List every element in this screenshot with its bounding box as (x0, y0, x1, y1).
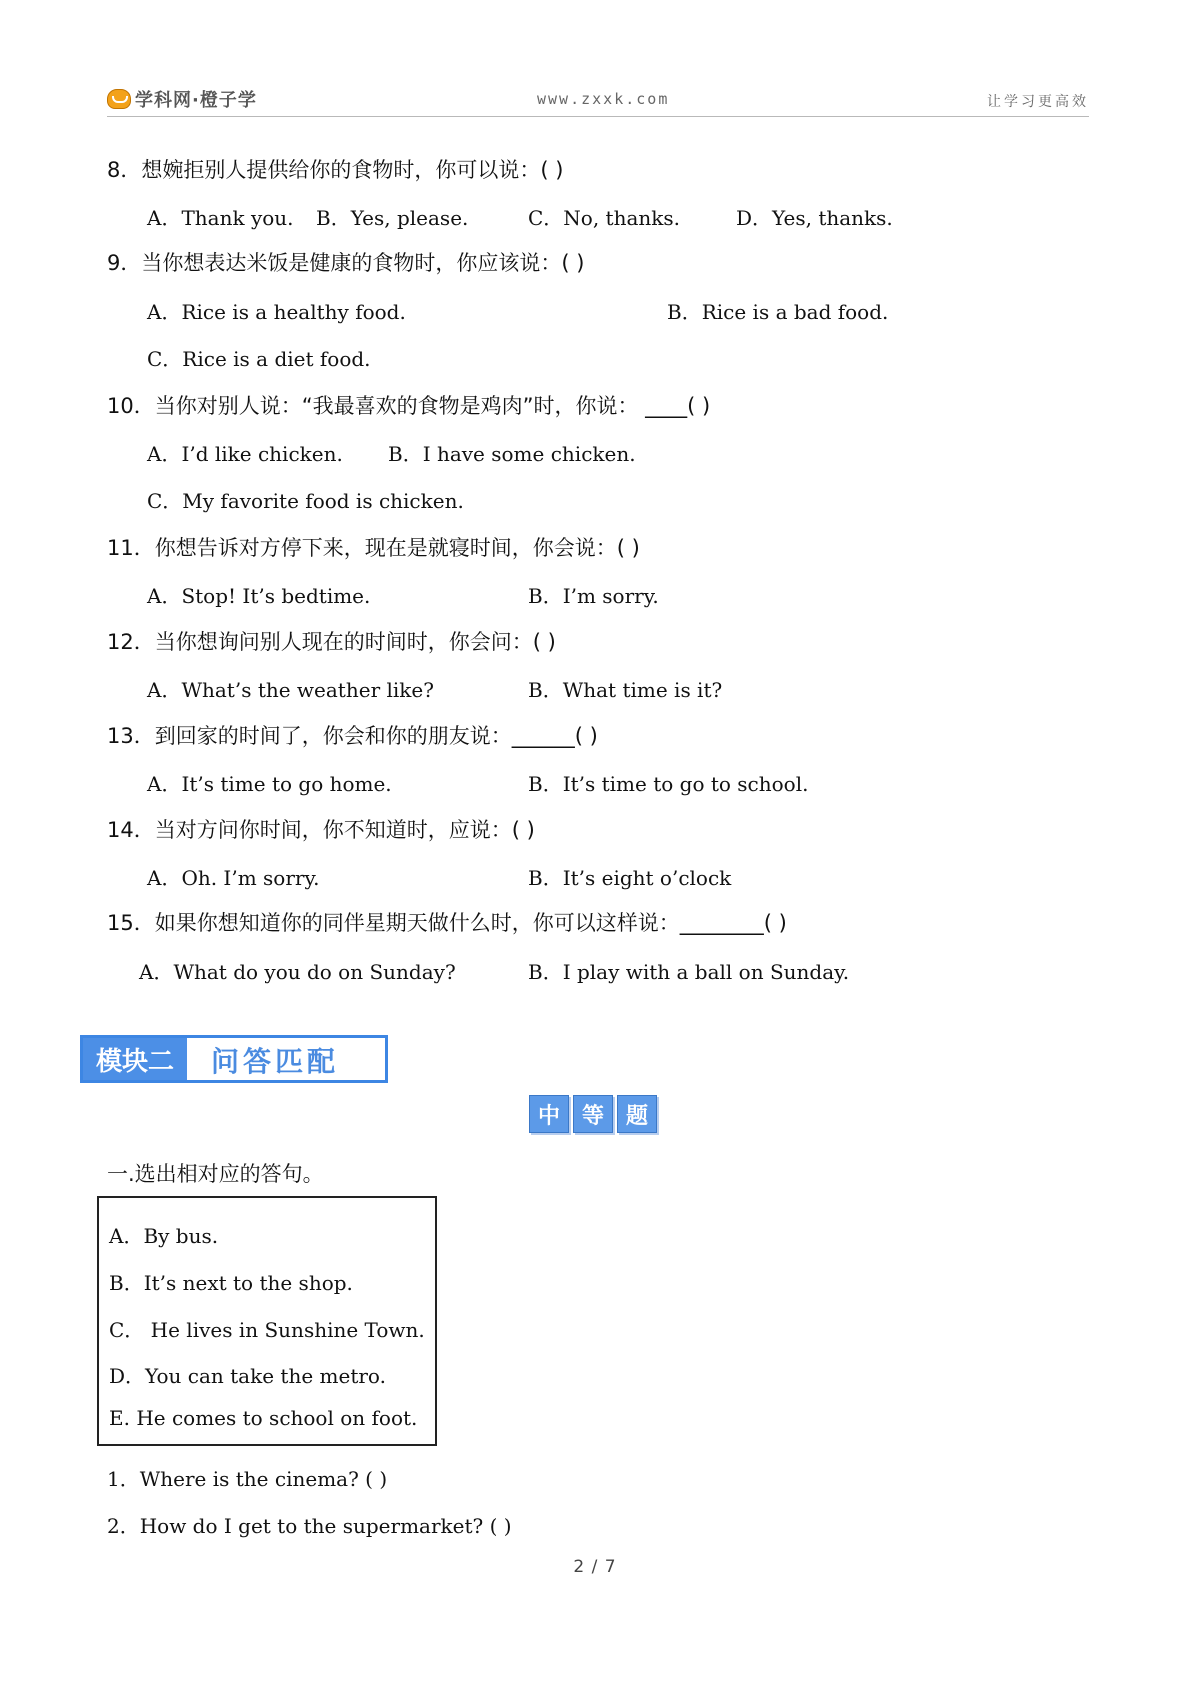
difficulty-char: 等 (573, 1095, 613, 1133)
q15-option-b: B．I play with a ball on Sunday. (528, 960, 850, 984)
site-url: www.zxxk.com (537, 90, 670, 108)
header-slogan: 让学习更高效 (987, 94, 1089, 110)
q9-option-b: B．Rice is a bad food. (667, 300, 889, 324)
question-14: 14．当对方问你时间，你不知道时，应说：( ) (107, 818, 535, 842)
q14-option-a: A．Oh. I’m sorry. (147, 866, 320, 890)
question-10: 10．当你对别人说：“我最喜欢的食物是鸡肉”时，你说： ____( ) (107, 394, 711, 418)
question-8: 8．想婉拒别人提供给你的食物时，你可以说：( ) (107, 158, 564, 182)
q12-option-a: A．What’s the weather like? (147, 678, 434, 702)
q9-option-c: C．Rice is a diet food. (147, 347, 371, 371)
q12-option-b: B．What time is it? (528, 678, 723, 702)
q10-option-b: B．I have some chicken. (388, 442, 636, 466)
question-15: 15．如果你想知道你的同伴星期天做什么时，你可以这样说：________( ) (107, 911, 787, 935)
q8-option-d: D．Yes, thanks. (736, 206, 893, 230)
question-11: 11．你想告诉对方停下来，现在是就寝时间，你会说：( ) (107, 536, 640, 560)
difficulty-char: 题 (617, 1095, 657, 1133)
page-header (107, 86, 1089, 117)
question-13: 13．到回家的时间了，你会和你的朋友说：______( ) (107, 724, 598, 748)
q8-option-c: C．No, thanks. (528, 206, 681, 230)
q10-option-a: A．I’d like chicken. (147, 442, 343, 466)
q11-option-b: B．I’m sorry. (528, 584, 659, 608)
q8-option-a: A．Thank you. (147, 206, 294, 230)
question-12: 12．当你想询问别人现在的时间时，你会问：( ) (107, 630, 556, 654)
q13-option-b: B．It’s time to go to school. (528, 772, 809, 796)
question-9: 9．当你想表达米饭是健康的食物时，你应该说：( ) (107, 251, 585, 275)
logo-icon (107, 89, 131, 109)
difficulty-char: 中 (529, 1095, 569, 1133)
module-title: 问答匹配 (211, 1045, 340, 1078)
match-question-1: 1．Where is the cinema? ( ) (107, 1467, 388, 1491)
module-label: 模块二 (83, 1038, 187, 1080)
answer-option-e: E. He comes to school on foot. (109, 1406, 418, 1430)
difficulty-badge (529, 1095, 657, 1133)
answer-options-box (97, 1196, 437, 1446)
q10-option-c: C．My favorite food is chicken. (147, 489, 464, 513)
q9-option-a: A．Rice is a healthy food. (147, 300, 406, 324)
q8-option-b: B．Yes, please. (316, 206, 469, 230)
q15-option-a: A．What do you do on Sunday? (139, 960, 456, 984)
q13-option-a: A．It’s time to go home. (147, 772, 392, 796)
answer-option-a: A．By bus. (109, 1224, 219, 1248)
site-logo (107, 86, 257, 112)
q11-option-a: A．Stop! It’s bedtime. (147, 584, 371, 608)
page-number: 2 / 7 (573, 1557, 617, 1577)
match-question-2: 2．How do I get to the supermarket? ( ) (107, 1514, 512, 1538)
answer-option-d: D．You can take the metro. (109, 1364, 386, 1388)
logo-text: 学科网·橙子学 (135, 90, 257, 111)
q14-option-b: B．It’s eight o’clock (528, 866, 732, 890)
section-title: 一.选出相对应的答句。 (107, 1162, 324, 1186)
answer-option-c: C． He lives in Sunshine Town. (109, 1318, 425, 1342)
answer-option-b: B．It’s next to the shop. (109, 1271, 353, 1295)
module-banner (80, 1035, 388, 1083)
